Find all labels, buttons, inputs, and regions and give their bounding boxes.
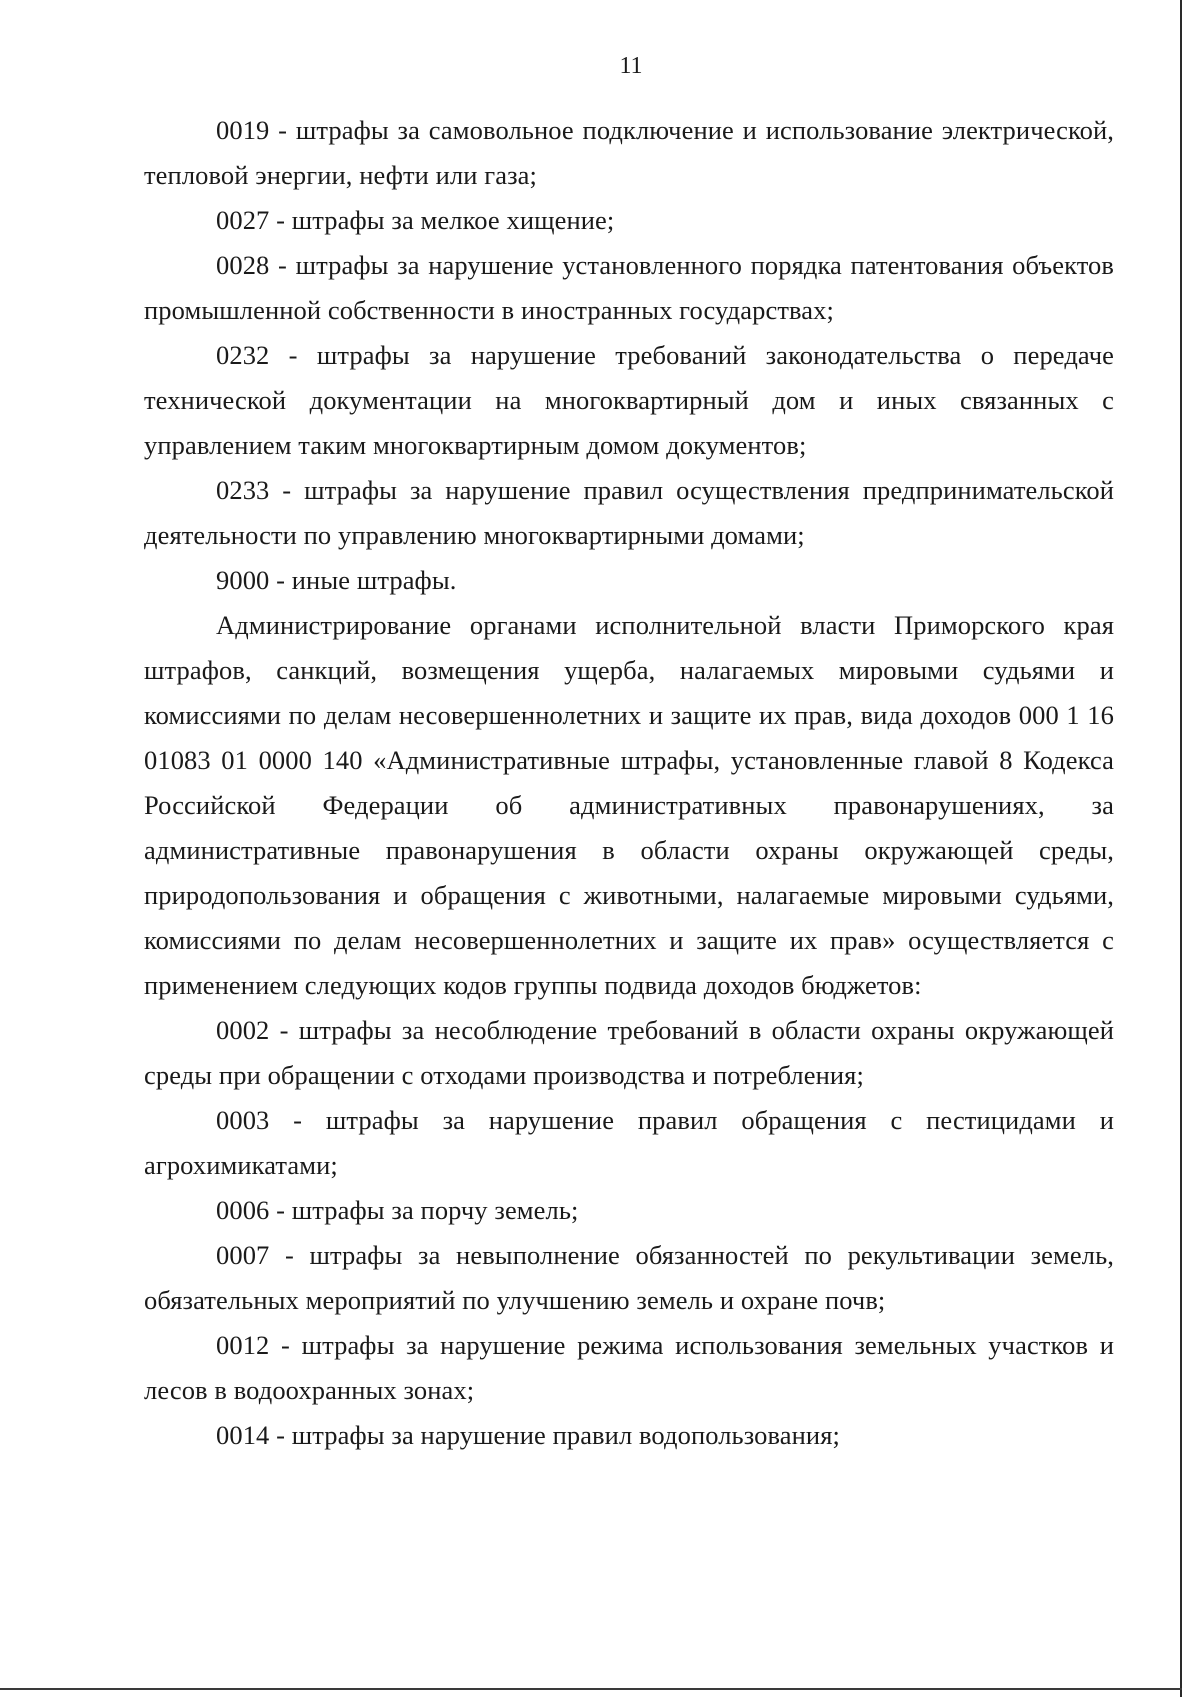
document-body [144,108,1114,1458]
paragraph-code-0006: 0006 - штрафы за порчу земель; [216,1195,579,1225]
paragraph-code-0028: 0028 - штрафы за нарушение установленного порядка патентования объектов промышленной собственности в иностранных государствах; [144,250,1114,325]
paragraph-code-0002: 0002 - штрафы за несоблюдение требований в области охраны окружающей среды при обращении с отходами производства и потребления; [144,1015,1114,1090]
page-number: 11 [619,53,643,79]
paragraph-code-9000: 9000 - иные штрафы. [216,565,457,595]
scan-edge-bottom [0,1688,1182,1690]
paragraph-code-0232: 0232 - штрафы за нарушение требований законодательства о передаче технической документации на многоквартирный дом и иных связанных с управлением таким многоквартирным домом документов; [144,340,1114,460]
paragraph-code-0027: 0027 - штрафы за мелкое хищение; [216,205,615,235]
paragraph-code-0007: 0007 - штрафы за невыполнение обязанностей по рекультивации земель, обязательных мероприятий по улучшению земель и охране почв; [144,1240,1114,1315]
paragraph-administration: Администрирование органами исполнительной власти Приморского края штрафов, санкций, возмещения ущерба, налагаемых мировыми судьями и комиссиями по делам несовершеннолетних и защите их прав, вида доходов 000 1 16 01083 01 0000 140 «Административные штрафы, установленные главой 8 Кодекса Российской Федерации об административных правонарушениях, за административные правонарушения в области охраны окружающей среды, природопользования и обращения с животными, налагаемые мировыми судьями, комиссиями по делам несовершеннолетних и защите их прав» осуществляется с применением следующих кодов группы подвида доходов бюджетов: [144,610,1114,1000]
scan-edge-right [1180,0,1182,1697]
paragraph-code-0019: 0019 - штрафы за самовольное подключение и использование электрической, тепловой энергии, нефти или газа; [144,115,1114,190]
paragraph-code-0233: 0233 - штрафы за нарушение правил осуществления предпринимательской деятельности по управлению многоквартирными домами; [144,475,1114,550]
paragraph-code-0014: 0014 - штрафы за нарушение правил водопользования; [216,1420,840,1450]
paragraph-code-0012: 0012 - штрафы за нарушение режима использования земельных участков и лесов в водоохранных зонах; [144,1330,1114,1405]
paragraph-code-0003: 0003 - штрафы за нарушение правил обращения с пестицидами и агрохимикатами; [144,1105,1114,1180]
